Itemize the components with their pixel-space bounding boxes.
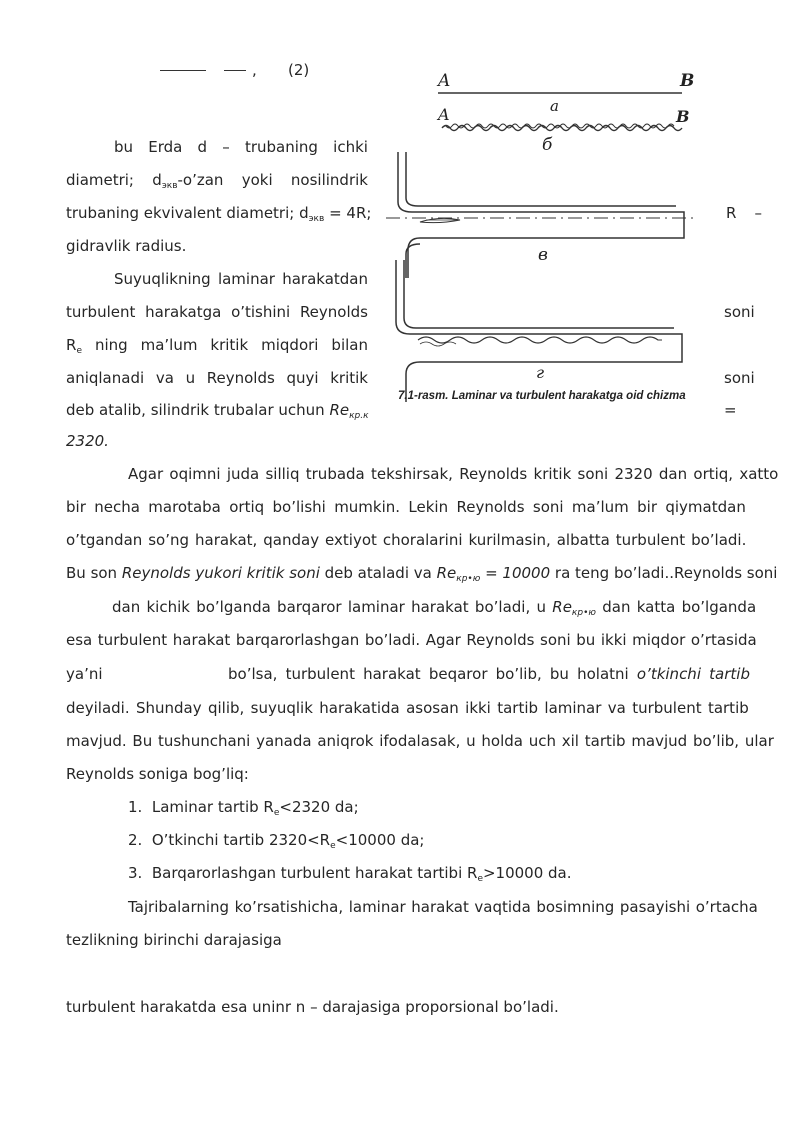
para2-line6: Reynolds soniga bog’liq: [66, 765, 249, 783]
end-line-3: turbulent harakatda esa uninr n – darajasiga proporsional bo’ladi. [66, 998, 559, 1016]
left-line-5 [114, 269, 368, 289]
word: turbulent [66, 303, 136, 321]
word: nosilindrik [290, 171, 368, 189]
left-line-10: 2320. [66, 432, 109, 450]
label-v: в [538, 245, 548, 265]
word: – [222, 138, 230, 156]
label-b-mid: B [676, 107, 690, 126]
word: va [155, 369, 174, 387]
end-line-1: Tajribalarning ko’rsatishicha, laminar harakat vaqtida bosimning pasayishi o’rtacha [128, 898, 758, 916]
list-item-2: 2. O’tkinchi tartib $2320<R_e<10000$ da; [128, 831, 425, 851]
left-line-3: trubaning ekvivalent diametri; $d_{экв} = 4R$; [66, 204, 372, 224]
word: aniqlanadi [66, 369, 145, 387]
word: Reynolds [299, 303, 368, 321]
word-d-ekv: $d_{экв}-o’zan$ [152, 171, 224, 191]
word: bilan [331, 336, 368, 354]
left-line-6 [66, 302, 368, 322]
list-item-1: 1. Laminar tartib $R_e<2320$ da; [128, 798, 359, 818]
label-b-cyr: б [542, 135, 553, 155]
para2-line4: deyiladi. Shunday qilib, suyuqlik harakatida asosan ikki tartib laminar va turbulent tartib [66, 699, 749, 717]
word: ichki [333, 138, 368, 156]
right-line-6: soni [724, 303, 755, 321]
left-line-1 [114, 137, 368, 157]
formula-bar-2 [224, 70, 246, 71]
list-item-3: 3. Barqarorlashgan turbulent harakat tartibi $R_e>10000$ da. [128, 864, 572, 884]
word: ning [94, 336, 128, 354]
right-line-8: soni [724, 369, 755, 387]
figure-7-1 [380, 64, 710, 414]
word: diametri; [66, 171, 134, 189]
word: Erda [148, 138, 183, 156]
label-a-top: A [438, 71, 451, 91]
formula-number: (2) [288, 61, 310, 79]
label-b-top: B [680, 71, 695, 91]
para1-line4: Bu son Reynolds yukori kritik soni deb ataladi va $Re_{кр•ю} = 10000$ ra teng bo’ladi..Reynolds soni [66, 564, 778, 584]
label-a-mid: A [438, 105, 450, 124]
word-re: $R_e$ [66, 336, 82, 356]
para2-line3: ya’ni bo’lsa, turbulent harakat beqaror bo’lib, bu holatni o’tkinchi tartib [66, 665, 750, 683]
word: Suyuqlikning [114, 270, 211, 288]
word: ma’lum [140, 336, 198, 354]
para2-line5: mavjud. Bu tushunchani yanada aniqrok ifodalasak, u holda uch xil tartib mavjud bo’lib, ular [66, 732, 774, 750]
para1-line1: Agar oqimni juda silliq trubada tekshirsak, Reynolds kritik soni 2320 dan ortiq, xatto [128, 465, 779, 483]
formula-line [160, 60, 360, 80]
left-line-9: deb atalib, silindrik trubalar uchun $Re_{кр.к}$ [66, 401, 369, 421]
end-line-2: tezlikning birinchi darajasiga [66, 931, 282, 949]
label-a-letter: a [550, 97, 559, 115]
word: trubaning [244, 138, 318, 156]
word: yoki [241, 171, 273, 189]
word: Reynolds [206, 369, 275, 387]
left-line-2 [66, 170, 368, 190]
word: d [197, 138, 208, 156]
left-line-7 [66, 335, 368, 355]
word: kritik [210, 336, 249, 354]
word: harakatdan [282, 270, 368, 288]
figure-caption: 7.1-rasm. Laminar va turbulent harakatga oid chizma [398, 390, 686, 402]
para2-line1: dan kichik bo’lganda barqaror laminar harakat bo’ladi, u $Re_{кр•ю}$ dan katta bo’lganda [112, 598, 757, 618]
wavy-streamline [442, 126, 682, 131]
word: o’tishini [231, 303, 291, 321]
label-g: г [536, 363, 545, 382]
word: harakatga [145, 303, 222, 321]
word: quyi [286, 369, 319, 387]
word: miqdori [261, 336, 319, 354]
word: kritik [330, 369, 368, 387]
formula-bar-1 [160, 70, 206, 71]
word: laminar [217, 270, 275, 288]
formula-comma: , [252, 61, 257, 79]
left-line-4: gidravlik radius. [66, 237, 187, 255]
para2-line2: esa turbulent harakat barqarorlashgan bo’ladi. Agar Reynolds soni bu ikki miqdor o’rtasida [66, 631, 757, 649]
left-line-8 [66, 368, 368, 388]
word: u [185, 369, 196, 387]
para1-line2: bir necha marotaba ortiq bo’lishi mumkin. Lekin Reynolds soni ma’lum bir qiymatdan [66, 498, 746, 516]
right-line-3: R – [726, 204, 762, 222]
right-line-9: = [724, 401, 737, 419]
word: bu [114, 138, 134, 156]
para1-line3: o’tgandan so’ng harakat, qanday extiyot choralarini kurilmasin, albatta turbulent bo’ladi. [66, 531, 747, 549]
